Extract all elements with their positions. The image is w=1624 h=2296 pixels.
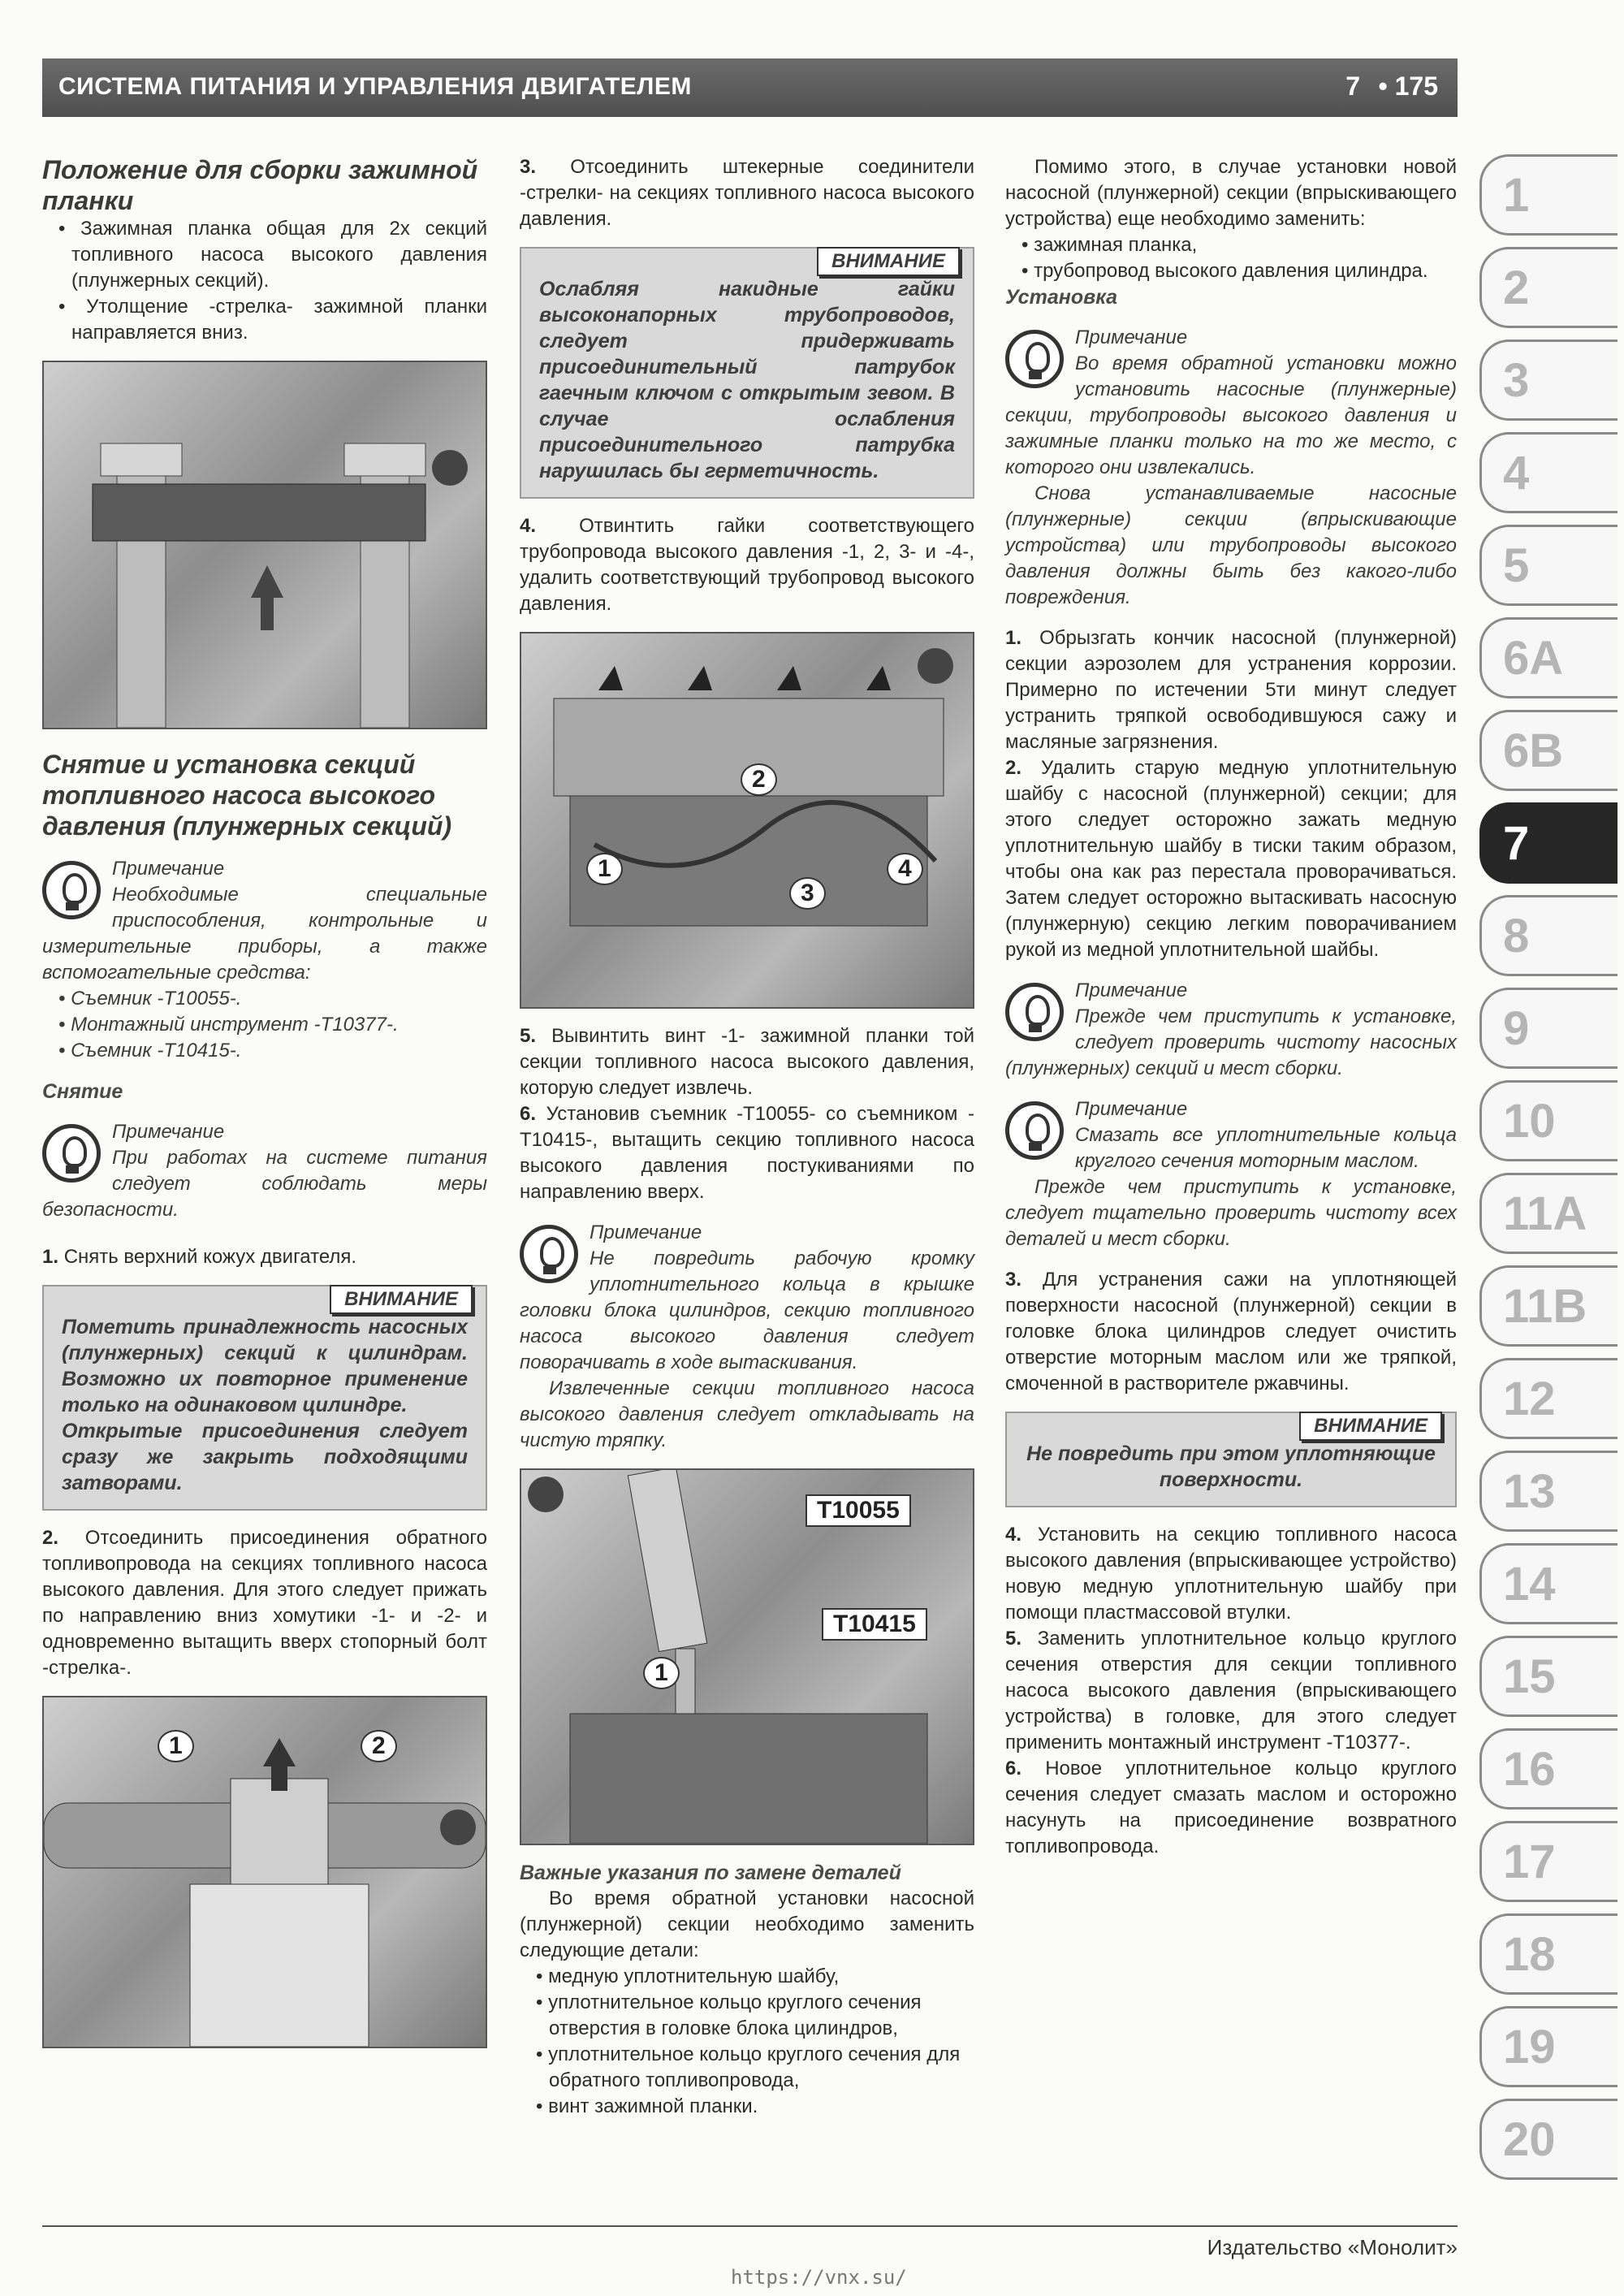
tab-chapter-15[interactable]: 15 [1479,1636,1618,1717]
list-item: • Зажимная планка общая для 2х секций топливного насоса высокого давления (плунжерных секций). [42,216,487,294]
step-6: 6. Новое уплотнительное кольцо круглого сечения следует смазать маслом и осторожно насунуть на присоединение возвратного топливопровода. [1005,1758,1457,1857]
step-1: 1. Обрызгать кончик насосной (плунжерной) секции аэрозолем для устранения коррозии. Примерно по истечении 5ти минут следует устранить тряпкой освободившуюся сажу и масляные загрязнения. [1005,627,1457,753]
list-item: • Монтажный инструмент -T10377-. [42,1012,487,1038]
note-cleanliness [1005,978,1457,1082]
step-1: 1. Снять верхний кожух двигателя. [42,1246,357,1268]
page-header [42,58,1458,117]
step-4: 4. Установить на секцию топливного насоса высокого давления (впрыскивающее устройство) новую медную уплотнительную шайбу при помощи пластмассовой втулки. [1005,1524,1457,1624]
tab-chapter-9[interactable]: 9 [1479,988,1618,1069]
tool-label-t10415: T10415 [822,1608,927,1641]
figure-clamp-photo [42,361,487,729]
callout-4: 4 [887,853,923,885]
step-2: 2. Отсоединить присоединения обратного топливопровода на секциях топливного насоса высокого давления. Для этого следует прижать по направлению вниз хомутики -1- и -2- и одновременно вытащить вверх стопорный болт -стрелка-. [42,1527,488,1679]
tool-label-t10055: T10055 [806,1494,911,1527]
tab-chapter-11a[interactable]: 11A [1479,1173,1618,1254]
list-item: • Съемник -T10415-. [42,1038,487,1064]
list-item: • уплотнительное кольцо круглого сечения отверстия в головке блока цилиндров, [520,1990,974,2042]
note-text: Смазать все уплотнительные кольца круглого сечения моторным маслом. [1075,1124,1457,1172]
tab-chapter-3[interactable]: 3 [1479,339,1618,421]
note-title: Примечание [1075,326,1188,348]
note-text: Во время обратной установки можно установить насосные (плунжерные) секции, трубопроводы высокого давления и зажимные планки только на то же место, с которого они извлекались. [1005,352,1457,478]
note-text: Необходимые специальные приспособления, контрольные и измерительные приборы, а также вспомогательные средства: [42,884,487,984]
figure-puller-photo [520,1468,974,1845]
heading-removal: Снятие [42,1080,123,1103]
note-lubricate [1005,1096,1457,1252]
note-title: Примечание [590,1222,702,1243]
note-text: Прежде чем приступить к установке, следует проверить чистоту насосных (плунжерных) секций и мест сборки. [1005,1005,1457,1079]
intro-text: Помимо этого, в случае установки новой насосной (плунжерной) секции (впрыскивающего устройства) еще необходимо заменить: [1005,156,1457,230]
callout-1: 1 [586,853,623,885]
step-3: 3. Для устранения сажи на уплотняющей поверхности насосной (плунжерной) секции в головке блока цилиндров следует очистить отверстие моторным маслом или же тряпкой, смоченной в растворителе ржавчины. [1005,1269,1457,1394]
callout-1: 1 [643,1657,680,1689]
tab-chapter-19[interactable]: 19 [1479,2006,1618,2087]
lightbulb-icon [1005,1101,1064,1160]
warning-text: Открытые присоединения следует сразу же закрыть подходящими затворами. [62,1420,468,1494]
warning-text: Пометить принадлежность насосных (плунжерных) секций к цилиндрам. Возможно их повторное применение только на одинаковом цилиндре. [62,1316,468,1416]
return-line-illustration [44,1697,486,2047]
step-5: 5. Вывинтить винт -1- зажимной планки той секции топливного насоса высокого давления, которую следует извлечь. [520,1025,974,1099]
tab-chapter-12[interactable]: 12 [1479,1358,1618,1439]
callout-1: 1 [158,1730,194,1762]
warning-text: Ослабляя накидные гайки высоконапорных трубопроводов, следует придерживать присоединительный патрубок гаечным ключом с открытым зевом. В случае ослабления присоединительного патрубка нарушилась бы герметичность. [539,278,955,482]
note-text: При работах на системе питания следует соблюдать меры безопасности. [42,1147,487,1221]
publisher: Издательство «Монолит» [1207,2235,1458,2259]
list-item: • трубопровод высокого давления цилиндра. [1005,258,1457,284]
section-title: СИСТЕМА ПИТАНИЯ И УПРАВЛЕНИЯ ДВИГАТЕЛЕМ [58,73,692,100]
note-tools [42,856,487,1064]
tab-chapter-16[interactable]: 16 [1479,1728,1618,1810]
callout-3: 3 [789,877,826,910]
tab-chapter-18[interactable]: 18 [1479,1913,1618,1995]
chapter-number: 7 [1345,71,1360,101]
list-item: • медную уплотнительную шайбу, [520,1964,974,1990]
lightbulb-icon [1005,330,1064,388]
page-number: • 175 [1378,71,1438,101]
list-item: • уплотнительное кольцо круглого сечения для обратного топливопровода, [520,2042,974,2094]
step-4: 4. Отвинтить гайки соответствующего трубопровода высокого давления -1, 2, 3- и -4-, удалить соответствующий трубопровод высокого давления. [520,515,975,615]
note-title: Примечание [1075,1098,1188,1120]
warning-title: ВНИМАНИЕ [817,247,960,276]
list-item: • Съемник -T10055-. [42,986,487,1012]
tab-chapter-17[interactable]: 17 [1479,1821,1618,1902]
note-seal-edge [520,1220,974,1454]
note-text: Не повредить рабочую кромку уплотнительного кольца в крышке головки блока цилиндров, секцию топливного насоса высокого давления следует поворачивать в ходе вытаскивания. [520,1247,974,1373]
lightbulb-icon [42,861,101,919]
tab-chapter-20[interactable]: 20 [1479,2099,1618,2180]
tab-chapter-5[interactable]: 5 [1479,525,1618,606]
parts-intro: Во время обратной установки насосной (плунжерной) секции необходимо заменить следующие детали: [520,1887,974,1961]
note-title: Примечание [1075,979,1188,1001]
warning-box [1005,1412,1457,1507]
clamp-illustration [44,362,486,728]
list-item: • винт зажимной планки. [520,2094,974,2120]
warning-box [520,247,974,499]
lightbulb-icon [1005,983,1064,1041]
heading-parts-replacement: Важные указания по замене деталей [520,1861,901,1884]
figure-high-pressure-lines [520,632,974,1009]
step-3: 3. Отсоединить штекерные соединители -стрелки- на секциях топливного насоса высокого давления. [520,156,975,230]
tab-chapter-8[interactable]: 8 [1479,895,1618,976]
figure-return-line-photo [42,1696,487,2048]
tab-chapter-1[interactable]: 1 [1479,154,1618,236]
source-link[interactable]: https://vnx.su/ [731,2266,907,2289]
step-5: 5. Заменить уплотнительное кольцо круглого сечения отверстия для секции топливного насоса высокого давления (впрыскивающего устройства) в головке, для этого следует применить монтажный инструмент -T10377-. [1005,1628,1457,1753]
tab-chapter-2[interactable]: 2 [1479,247,1618,328]
warning-text: Не повредить при этом уплотняющие поверхности. [1026,1442,1436,1491]
tab-chapter-14[interactable]: 14 [1479,1543,1618,1624]
tab-chapter-7[interactable]: 7 [1479,802,1618,884]
warning-title: ВНИМАНИЕ [330,1285,473,1314]
list-item: • зажимная планка, [1005,232,1457,258]
column-right [1005,154,1457,1860]
column-left [42,154,487,2063]
heading-installation: Установка [1005,286,1118,309]
lightbulb-icon [42,1124,101,1183]
lightbulb-icon [520,1225,578,1283]
step-2: 2. Удалить старую медную уплотнительную шайбу с насосной (плунжерной) секции; для этого следует осторожно зажать медную уплотнительную шайбу в тиски таким образом, чтобы она как раз перестала проворачиваться. Затем следует осторожно вытаскивать насосную (плунжерную) секцию легким поворачиванием рукой из медной уплотнительной шайбы. [1005,757,1457,961]
step-6: 6. Установив съемник -T10055- со съемником -T10415-, вытащить секцию топливного насоса высокого давления постукиваниями по направлению вверх. [520,1103,974,1203]
note-text: Снова устанавливаемые насосные (плунжерные) секции (впрыскивающие устройства) или трубопроводы высокого давления должны быть без какого-либо повреждения. [1005,482,1457,608]
tab-chapter-4[interactable]: 4 [1479,432,1618,513]
tab-chapter-11b[interactable]: 11B [1479,1265,1618,1347]
list-item: • Утолщение -стрелка- зажимной планки направляется вниз. [42,294,487,346]
tab-chapter-6b[interactable]: 6B [1479,710,1618,791]
callout-2: 2 [361,1730,397,1762]
note-safety [42,1119,487,1223]
note-same-place [1005,325,1457,611]
heading-clamp-position: Положение для сборки зажимной планки [42,155,478,215]
tab-chapter-13[interactable]: 13 [1479,1451,1618,1532]
note-text: Извлеченные секции топливного насоса высокого давления следует откладывать на чистую тряпку. [520,1377,974,1451]
warning-box [42,1285,487,1511]
tab-chapter-10[interactable]: 10 [1479,1080,1618,1161]
engine-lines-illustration [521,633,973,1007]
heading-removal-installation: Снятие и установка секций топливного насоса высокого давления (плунжерных секций) [42,750,452,841]
callout-2: 2 [741,763,777,796]
note-title: Примечание [112,1121,225,1143]
warning-title: ВНИМАНИЕ [1299,1412,1442,1441]
note-title: Примечание [112,858,225,880]
note-text: Прежде чем приступить к установке, следует тщательно проверить чистоту всех деталей и мест сборки. [1005,1176,1457,1250]
footer-divider [42,2225,1458,2227]
column-middle [520,154,974,2120]
tab-chapter-6a[interactable]: 6A [1479,617,1618,698]
